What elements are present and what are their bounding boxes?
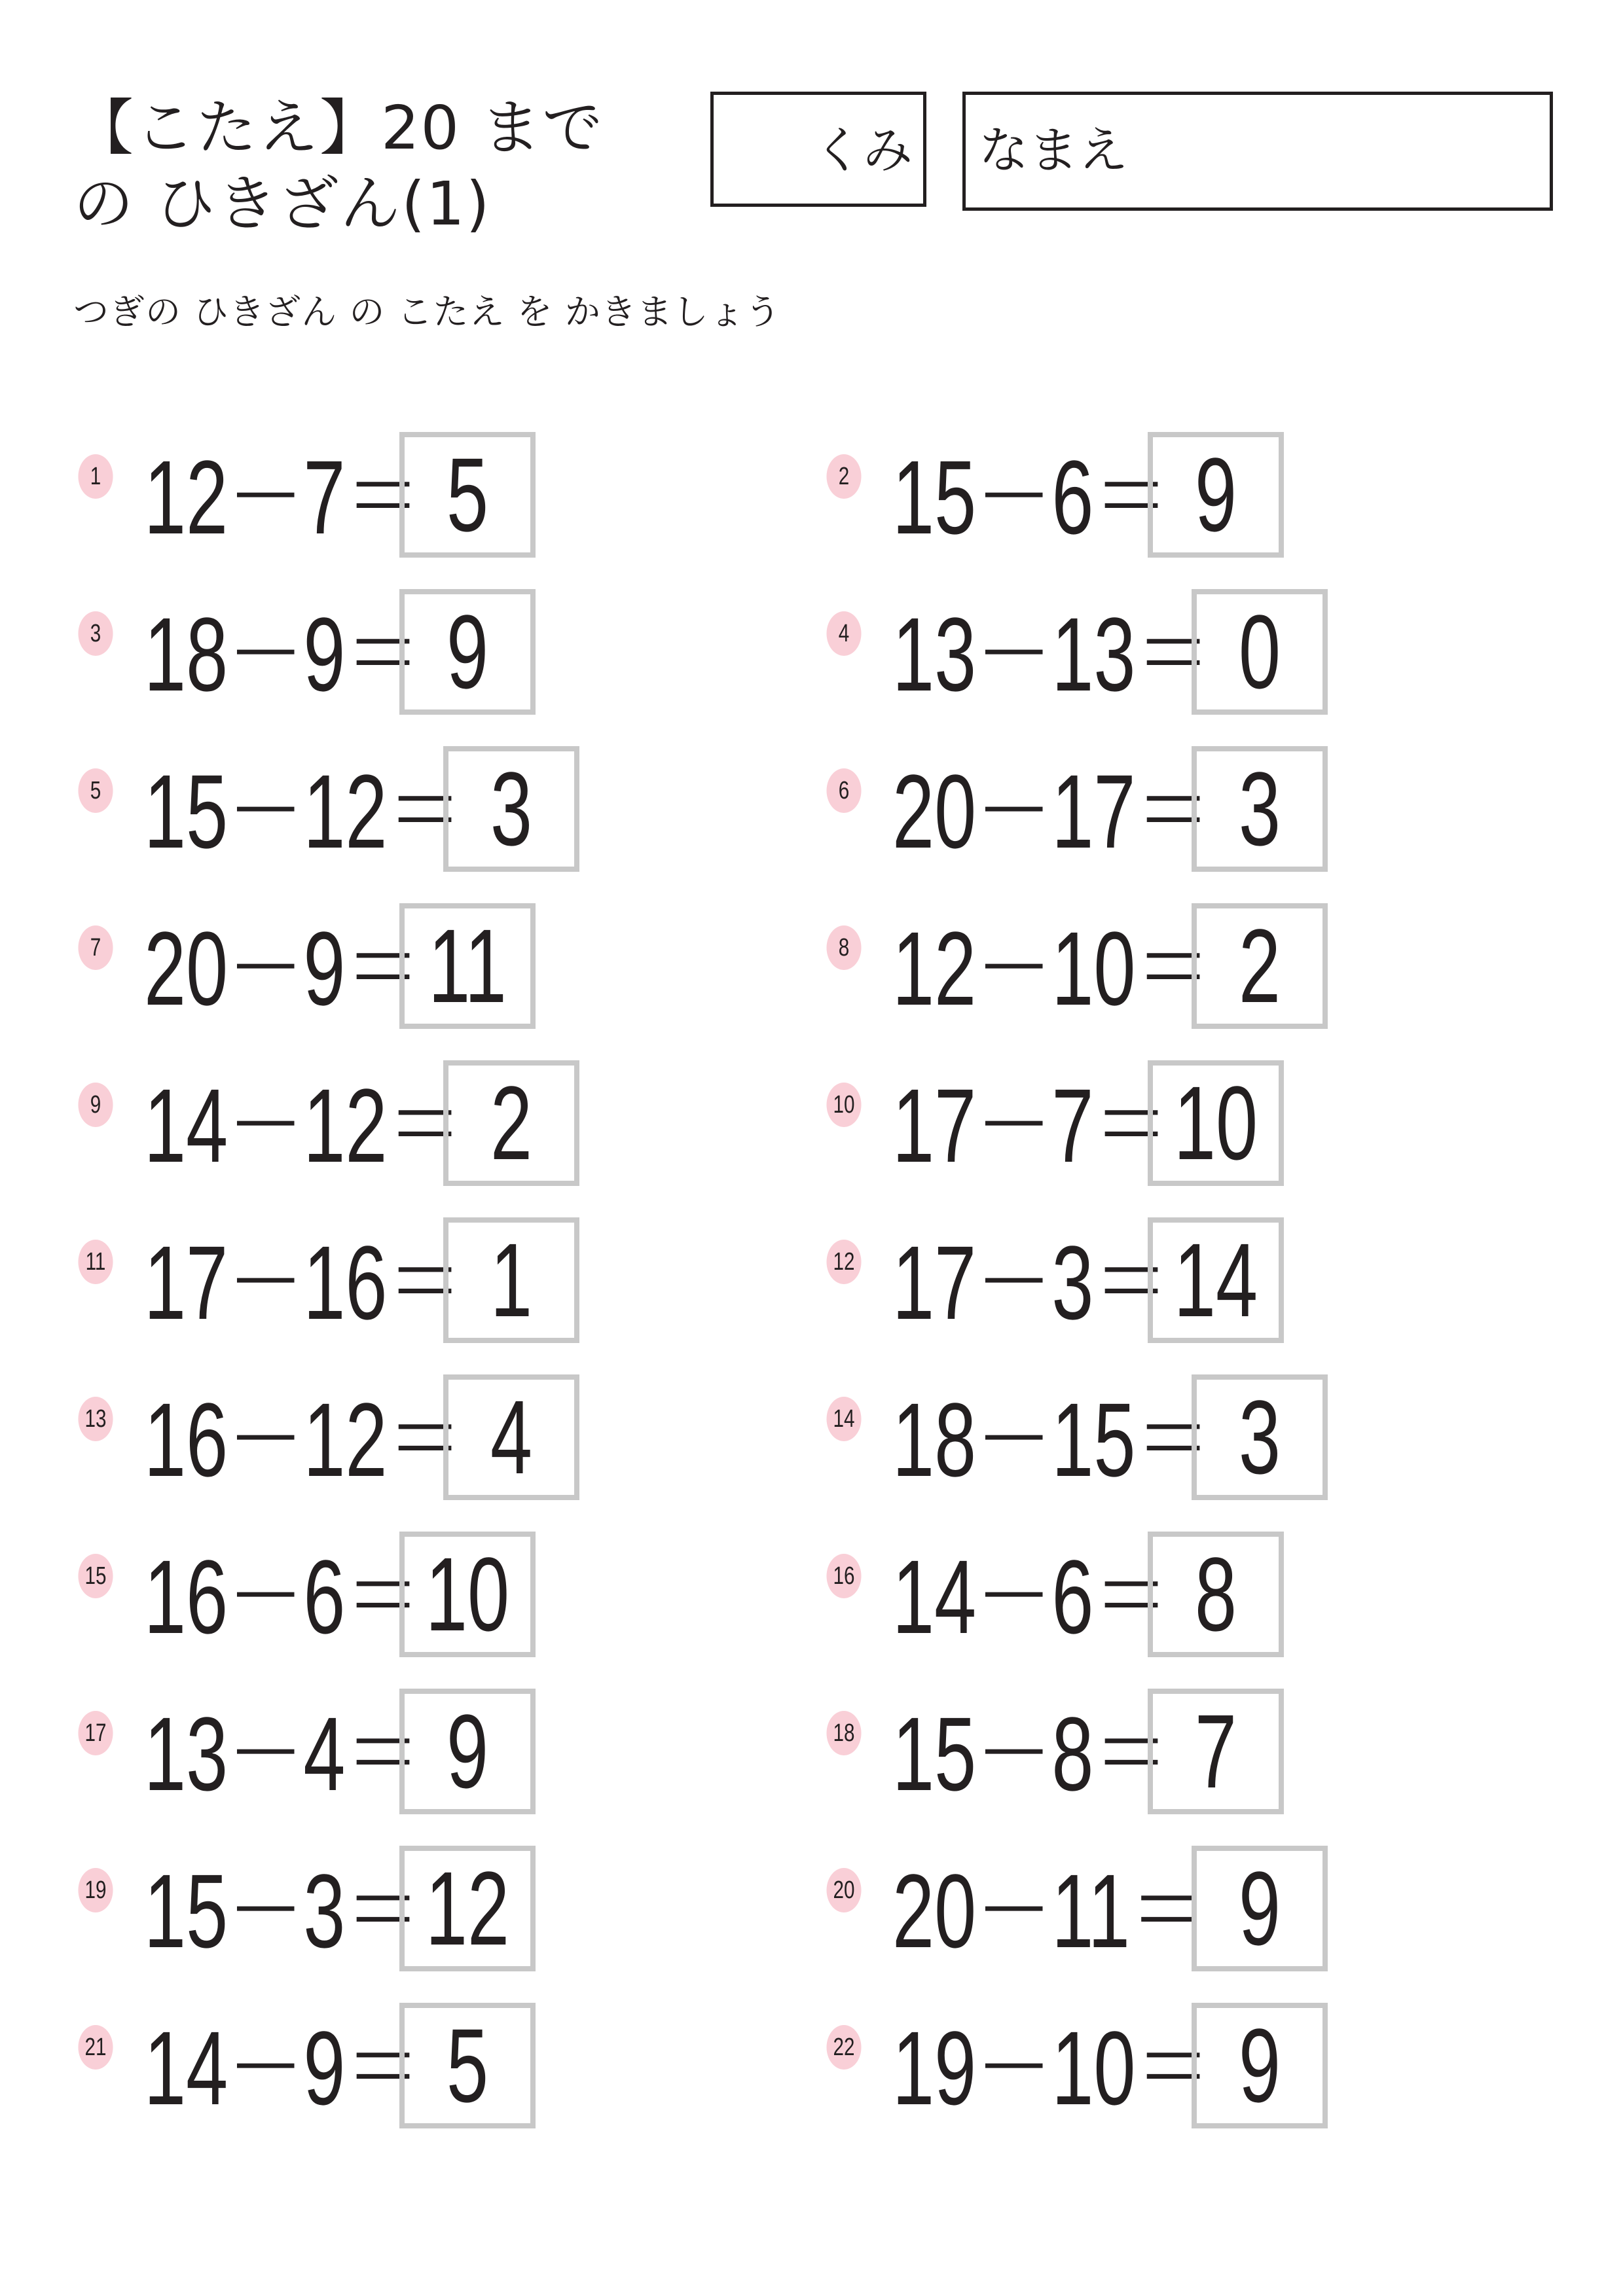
problem-number-badge: 8 <box>826 925 861 970</box>
problem-number-badge: 16 <box>826 1554 861 1598</box>
answer-value: 8 <box>1194 1535 1237 1653</box>
answer-value: 3 <box>490 750 533 867</box>
answer-box[interactable] <box>1148 1217 1284 1343</box>
problem-expression: 18－9＝ <box>144 596 421 713</box>
answer-value: 2 <box>1238 907 1281 1024</box>
problem-expression: 13－4＝ <box>144 1695 421 1812</box>
answer-value: 7 <box>1194 1693 1237 1810</box>
answer-value: 2 <box>490 1064 533 1181</box>
problem-number-badge: 14 <box>826 1397 861 1441</box>
problem-expression: 12－7＝ <box>144 439 421 556</box>
name-label: なまえ <box>979 121 1128 179</box>
problem-number-badge: 2 <box>826 454 861 499</box>
problem-number-badge: 9 <box>78 1083 113 1127</box>
answer-box[interactable] <box>399 2003 536 2128</box>
answer-value: 3 <box>1238 750 1281 867</box>
problem-number-badge: 4 <box>826 611 861 656</box>
answer-box[interactable] <box>1192 903 1328 1029</box>
problem-number-badge: 10 <box>826 1083 861 1127</box>
problem-expression: 15－12＝ <box>144 753 463 870</box>
problem-expression: 14－12＝ <box>144 1067 463 1184</box>
answer-box[interactable] <box>1192 746 1328 872</box>
problem-expression: 19－10＝ <box>892 2009 1211 2126</box>
problem-number-badge: 11 <box>78 1240 113 1284</box>
problem-number-badge: 12 <box>826 1240 861 1284</box>
problem-number-badge: 19 <box>78 1868 113 1912</box>
answer-box[interactable] <box>399 589 536 715</box>
answer-box[interactable] <box>1148 1532 1284 1657</box>
problem-number-badge: 5 <box>78 768 113 813</box>
answer-value: 9 <box>446 1693 489 1810</box>
problem-number-badge: 20 <box>826 1868 861 1912</box>
answer-box[interactable] <box>399 1846 536 1971</box>
answer-box[interactable] <box>399 432 536 558</box>
problem-expression: 17－3＝ <box>892 1224 1169 1341</box>
problem-number-badge: 15 <box>78 1554 113 1598</box>
answer-value: 10 <box>425 1535 510 1653</box>
answer-box[interactable] <box>1148 432 1284 558</box>
problem-number-badge: 13 <box>78 1397 113 1441</box>
problem-expression: 13－13＝ <box>892 596 1211 713</box>
class-label: くみ <box>813 121 913 179</box>
problem-number-badge: 22 <box>826 2025 861 2070</box>
name-field[interactable] <box>962 92 1553 211</box>
problem-expression: 15－8＝ <box>892 1695 1169 1812</box>
class-field[interactable] <box>710 92 926 207</box>
problem-number-badge: 7 <box>78 925 113 970</box>
problem-number-badge: 6 <box>826 768 861 813</box>
answer-value: 3 <box>1238 1378 1281 1496</box>
problem-expression: 17－7＝ <box>892 1067 1169 1184</box>
problem-expression: 20－17＝ <box>892 753 1211 870</box>
problem-number-badge: 18 <box>826 1711 861 1755</box>
title-line-1: 【こたえ】20 まで <box>73 93 604 163</box>
answer-box[interactable] <box>1148 1060 1284 1186</box>
page-title <box>73 90 617 242</box>
problem-expression: 15－3＝ <box>144 1852 421 1969</box>
answer-value: 4 <box>490 1378 533 1496</box>
answer-box[interactable] <box>399 1689 536 1814</box>
problem-expression: 17－16＝ <box>144 1224 463 1341</box>
problem-number-badge: 17 <box>78 1711 113 1755</box>
problem-expression: 12－10＝ <box>892 910 1211 1027</box>
answer-value: 0 <box>1238 593 1281 710</box>
problem-number-badge: 3 <box>78 611 113 656</box>
problem-expression: 20－11＝ <box>892 1852 1206 1969</box>
answer-value: 12 <box>425 1850 510 1967</box>
answer-box[interactable] <box>1192 2003 1328 2128</box>
answer-value: 9 <box>1238 2007 1281 2124</box>
answer-box[interactable] <box>443 746 579 872</box>
problem-number-badge: 1 <box>78 454 113 499</box>
answer-value: 5 <box>446 2007 489 2124</box>
instruction-text: つぎの ひきざん の こたえ を かきましょう <box>73 291 781 332</box>
problem-expression: 14－9＝ <box>144 2009 421 2126</box>
problem-expression: 14－6＝ <box>892 1538 1169 1655</box>
answer-box[interactable] <box>399 903 536 1029</box>
answer-value: 10 <box>1173 1064 1258 1181</box>
answer-box[interactable] <box>443 1060 579 1186</box>
problem-number-badge: 21 <box>78 2025 113 2070</box>
answer-box[interactable] <box>443 1217 579 1343</box>
answer-box[interactable] <box>1192 589 1328 715</box>
answer-value: 9 <box>1238 1850 1281 1967</box>
problem-expression: 18－15＝ <box>892 1381 1211 1498</box>
answer-value: 1 <box>490 1221 533 1338</box>
answer-box[interactable] <box>399 1532 536 1657</box>
problem-expression: 20－9＝ <box>144 910 421 1027</box>
answer-value: 14 <box>1173 1221 1258 1338</box>
answer-box[interactable] <box>1148 1689 1284 1814</box>
problem-expression: 15－6＝ <box>892 439 1169 556</box>
answer-box[interactable] <box>1192 1374 1328 1500</box>
answer-box[interactable] <box>1192 1846 1328 1971</box>
answer-value: 9 <box>1194 436 1237 553</box>
problem-expression: 16－12＝ <box>144 1381 463 1498</box>
answer-value: 9 <box>446 593 489 710</box>
title-line-2: の ひきざん(1) <box>73 169 491 239</box>
problem-expression: 16－6＝ <box>144 1538 421 1655</box>
answer-value: 5 <box>446 436 489 553</box>
answer-box[interactable] <box>443 1374 579 1500</box>
answer-value: 11 <box>428 907 507 1024</box>
